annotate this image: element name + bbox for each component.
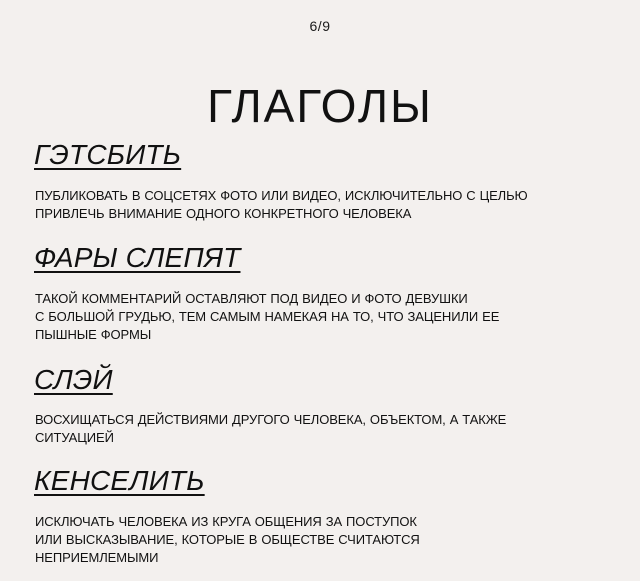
definition-line: СИТУАЦИЕЙ	[35, 430, 114, 445]
definition-line: НЕПРИЕМЛЕМЫМИ	[35, 550, 159, 565]
definition-line: ВОСХИЩАТЬСЯ ДЕЙСТВИЯМИ ДРУГОГО ЧЕЛОВЕКА, ОБЪЕКТОМ, А ТАКЖЕ	[35, 412, 507, 427]
definition-getsbit	[35, 187, 625, 223]
term-getsbit: ГЭТСБИТЬ	[34, 139, 182, 170]
definition-slay	[35, 411, 625, 447]
definition-line: ПЫШНЫЕ ФОРМЫ	[35, 327, 152, 342]
page-counter: 6/9	[309, 18, 331, 34]
term-slay: СЛЭЙ	[34, 364, 113, 395]
definition-line: ИЛИ ВЫСКАЗЫВАНИЕ, КОТОРЫЕ В ОБЩЕСТВЕ СЧИТАЮТСЯ	[35, 532, 420, 547]
definition-fary-slepyat	[35, 290, 625, 344]
definition-line: ПРИВЛЕЧЬ ВНИМАНИЕ ОДНОГО КОНКРЕТНОГО ЧЕЛОВЕКА	[35, 206, 412, 221]
page-title: ГЛАГОЛЫ	[207, 79, 433, 132]
definition-line: ПУБЛИКОВАТЬ В СОЦСЕТЯХ ФОТО ИЛИ ВИДЕО, ИСКЛЮЧИТЕЛЬНО С ЦЕЛЬЮ	[35, 188, 528, 203]
definition-kenselit	[35, 513, 625, 567]
definition-line: ТАКОЙ КОММЕНТАРИЙ ОСТАВЛЯЮТ ПОД ВИДЕО И ФОТО ДЕВУШКИ	[35, 291, 468, 306]
term-fary-slepyat: ФАРЫ СЛЕПЯТ	[34, 242, 241, 273]
definition-line: С БОЛЬШОЙ ГРУДЬЮ, ТЕМ САМЫМ НАМЕКАЯ НА ТО, ЧТО ЗАЦЕНИЛИ ЕЕ	[35, 309, 500, 324]
definition-line: ИСКЛЮЧАТЬ ЧЕЛОВЕКА ИЗ КРУГА ОБЩЕНИЯ ЗА ПОСТУПОК	[35, 514, 417, 529]
term-kenselit: КЕНСЕЛИТЬ	[34, 465, 205, 496]
